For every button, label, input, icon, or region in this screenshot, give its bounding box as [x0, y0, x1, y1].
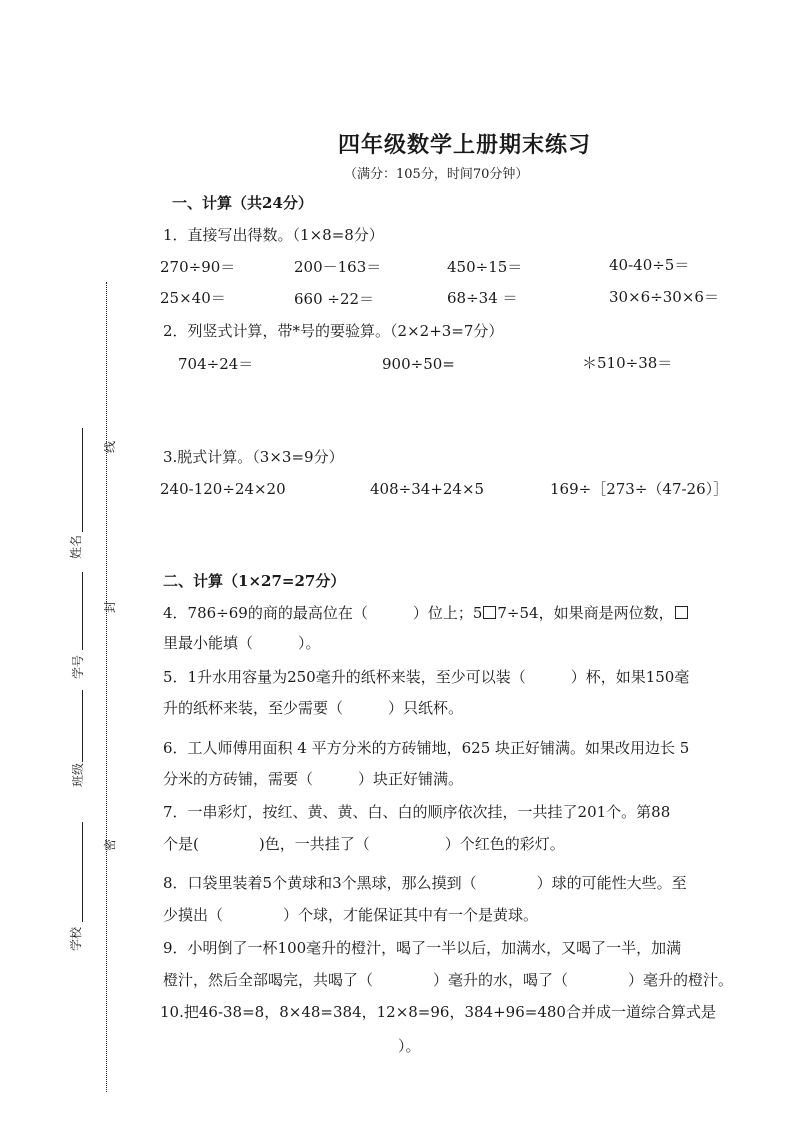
section2-heading: 二、计算（1×27=27分） — [163, 572, 346, 590]
digit-box — [675, 606, 688, 619]
q4-text-b: 7÷54，如果商是两位数， — [497, 604, 674, 622]
q3-item-1: 240-120÷24×20 — [160, 480, 286, 498]
name-label: 姓名 — [69, 534, 84, 560]
school-blank-line — [82, 822, 83, 922]
q3-item-2: 408÷34+24×5 — [370, 480, 485, 498]
seal-char-xian: 线 — [103, 440, 118, 454]
q2-item-3: ＊510÷38＝ — [582, 354, 673, 372]
q5-line-1: 5．1升水用容量为250毫升的纸杯来装，至少可以装（ ）杯，如果150毫 — [163, 668, 690, 686]
q1-item-1: 270÷90＝ — [160, 258, 236, 276]
digit-box — [483, 606, 496, 619]
q4-line-1 — [163, 603, 689, 623]
q1-item-5: 25×40＝ — [160, 289, 226, 307]
q3-item-3: 169÷［273÷（47-26）］ — [550, 480, 729, 498]
q2-title: 2．列竖式计算，带*号的要验算。（2×2+3=7分） — [163, 322, 504, 340]
q1-item-4: 40-40÷5＝ — [609, 256, 690, 274]
q2-item-2: 900÷50= — [382, 355, 455, 373]
q2-item-1: 704÷24＝ — [178, 355, 254, 373]
school-label: 学校 — [69, 926, 84, 952]
exam-title: 四年级数学上册期末练习 — [338, 132, 592, 158]
q7-line-2: 个是( )色，一共挂了（ ）个红色的彩灯。 — [163, 835, 565, 853]
binding-dotted-line — [106, 282, 107, 1092]
id-label: 学号 — [71, 654, 86, 680]
seal-char-mi: 密 — [103, 838, 118, 852]
exam-subtitle: （满分：105分，时间70分钟） — [344, 167, 529, 182]
q1-item-6: 660 ÷22＝ — [294, 290, 375, 308]
class-label: 班级 — [71, 762, 86, 788]
section1-heading: 一、计算（共24分） — [172, 194, 313, 212]
q10-line-2: ）。 — [398, 1037, 421, 1055]
q8-line-1: 8．口袋里装着5个黄球和3个黑球，那么摸到（ ）球的可能性大些。至 — [163, 874, 687, 892]
q1-item-3: 450÷15＝ — [447, 258, 523, 276]
q10-line-1: 10.把46-38=8，8×48=384，12×8=96，384+96=480合并成一道综合算式是 — [160, 1003, 716, 1021]
q1-title: 1．直接写出得数。（1×8=8分） — [163, 226, 384, 244]
q7-line-1: 7．一串彩灯，按红、黄、黄、白、白的顺序依次挂，一共挂了201个。第88 — [163, 803, 671, 821]
q8-line-2: 少摸出（ ）个球，才能保证其中有一个是黄球。 — [163, 906, 539, 924]
q3-title: 3.脱式计算。（3×3=9分） — [163, 448, 344, 466]
q5-line-2: 升的纸杯来装，至少需要（ ）只纸杯。 — [163, 699, 464, 717]
id-blank-line — [82, 572, 83, 650]
name-blank-line — [82, 428, 83, 532]
q1-item-2: 200－163＝ — [294, 258, 382, 276]
seal-char-feng: 封 — [103, 600, 118, 614]
q9-line-2: 橙汁，然后全部喝完，共喝了（ ）毫升的水，喝了（ ）毫升的橙汁。 — [163, 971, 734, 989]
q4-text-a: 4．786÷69的商的最高位在（ ）位上；5 — [163, 604, 483, 622]
q6-line-2: 分米的方砖铺，需要（ ）块正好铺满。 — [163, 770, 464, 788]
q4-line-2: 里最小能填（ ）。 — [163, 634, 321, 652]
q6-line-1: 6．工人师傅用面积 4 平方分米的方砖铺地，625 块正好铺满。如果改用边长 5 — [163, 739, 690, 757]
q9-line-1: 9．小明倒了一杯100毫升的橙汁，喝了一半以后，加满水，又喝了一半，加满 — [163, 939, 682, 957]
class-blank-line — [82, 690, 83, 762]
q1-item-8: 30×6÷30×6＝ — [609, 288, 719, 306]
q1-item-7: 68÷34 ＝ — [447, 289, 518, 307]
